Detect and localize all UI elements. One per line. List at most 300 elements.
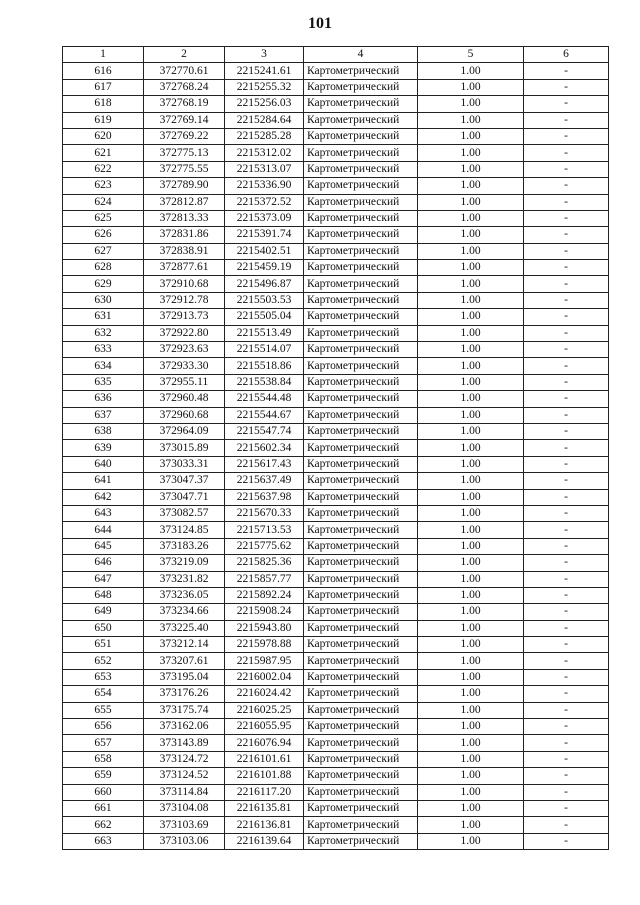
cell-accuracy: 1.00 [418, 473, 524, 489]
cell-note: - [524, 522, 609, 538]
cell-coord-x: 372768.24 [144, 79, 225, 95]
cell-method: Картометрический [304, 243, 418, 259]
cell-coord-y: 2215637.98 [225, 489, 304, 505]
table-row [63, 243, 609, 259]
cell-method: Картометрический [304, 637, 418, 653]
cell-accuracy: 1.00 [418, 358, 524, 374]
cell-accuracy: 1.00 [418, 686, 524, 702]
table-row [63, 768, 609, 784]
cell-coord-y: 2215987.95 [225, 653, 304, 669]
cell-accuracy: 1.00 [418, 719, 524, 735]
table-row [63, 800, 609, 816]
cell-point-number: 647 [63, 571, 144, 587]
cell-method: Картометрический [304, 800, 418, 816]
cell-coord-y: 2216117.20 [225, 784, 304, 800]
cell-coord-y: 2216136.81 [225, 817, 304, 833]
cell-method: Картометрический [304, 538, 418, 554]
table-row [63, 522, 609, 538]
cell-accuracy: 1.00 [418, 391, 524, 407]
cell-note: - [524, 505, 609, 521]
table-row [63, 161, 609, 177]
cell-coord-x: 372923.63 [144, 342, 225, 358]
cell-method: Картометрический [304, 604, 418, 620]
table-row [63, 210, 609, 226]
table-row [63, 358, 609, 374]
table-row [63, 833, 609, 849]
page-number: 101 [308, 15, 332, 32]
cell-coord-x: 373104.08 [144, 800, 225, 816]
table-row [63, 325, 609, 341]
cell-accuracy: 1.00 [418, 112, 524, 128]
cell-note: - [524, 128, 609, 144]
cell-method: Картометрический [304, 735, 418, 751]
cell-coord-x: 372812.87 [144, 194, 225, 210]
table-row [63, 505, 609, 521]
cell-note: - [524, 63, 609, 79]
cell-coord-y: 2215391.74 [225, 227, 304, 243]
cell-method: Картометрический [304, 817, 418, 833]
cell-point-number: 625 [63, 210, 144, 226]
cell-note: - [524, 325, 609, 341]
table-row [63, 653, 609, 669]
cell-accuracy: 1.00 [418, 637, 524, 653]
cell-point-number: 618 [63, 96, 144, 112]
cell-coord-x: 372775.55 [144, 161, 225, 177]
cell-note: - [524, 669, 609, 685]
cell-accuracy: 1.00 [418, 128, 524, 144]
cell-method: Картометрический [304, 505, 418, 521]
cell-coord-y: 2215503.53 [225, 292, 304, 308]
cell-coord-x: 373175.74 [144, 702, 225, 718]
cell-coord-x: 372912.78 [144, 292, 225, 308]
cell-coord-y: 2215602.34 [225, 440, 304, 456]
cell-accuracy: 1.00 [418, 227, 524, 243]
cell-method: Картометрический [304, 555, 418, 571]
table-body [63, 63, 609, 850]
cell-point-number: 661 [63, 800, 144, 816]
cell-coord-x: 373103.69 [144, 817, 225, 833]
cell-coord-y: 2215518.86 [225, 358, 304, 374]
cell-method: Картометрический [304, 456, 418, 472]
cell-method: Картометрический [304, 423, 418, 439]
cell-accuracy: 1.00 [418, 669, 524, 685]
table-row [63, 194, 609, 210]
cell-method: Картометрический [304, 473, 418, 489]
cell-coord-y: 2216101.88 [225, 768, 304, 784]
cell-coord-x: 373183.26 [144, 538, 225, 554]
cell-coord-x: 373225.40 [144, 620, 225, 636]
cell-coord-x: 372838.91 [144, 243, 225, 259]
cell-coord-x: 373143.89 [144, 735, 225, 751]
cell-point-number: 654 [63, 686, 144, 702]
cell-accuracy: 1.00 [418, 79, 524, 95]
cell-coord-y: 2215544.67 [225, 407, 304, 423]
table-row [63, 63, 609, 79]
cell-coord-x: 373162.06 [144, 719, 225, 735]
table-row [63, 620, 609, 636]
cell-note: - [524, 784, 609, 800]
table-header [63, 47, 609, 63]
cell-point-number: 634 [63, 358, 144, 374]
cell-point-number: 656 [63, 719, 144, 735]
cell-point-number: 638 [63, 423, 144, 439]
cell-note: - [524, 260, 609, 276]
cell-coord-y: 2216025.25 [225, 702, 304, 718]
cell-accuracy: 1.00 [418, 423, 524, 439]
cell-point-number: 626 [63, 227, 144, 243]
cell-coord-y: 2215514.07 [225, 342, 304, 358]
table-row [63, 719, 609, 735]
cell-point-number: 628 [63, 260, 144, 276]
cell-accuracy: 1.00 [418, 817, 524, 833]
cell-note: - [524, 210, 609, 226]
cell-note: - [524, 735, 609, 751]
cell-method: Картометрический [304, 686, 418, 702]
cell-accuracy: 1.00 [418, 571, 524, 587]
table-row [63, 79, 609, 95]
cell-point-number: 632 [63, 325, 144, 341]
cell-accuracy: 1.00 [418, 604, 524, 620]
cell-coord-x: 373103.06 [144, 833, 225, 849]
table-row [63, 374, 609, 390]
cell-coord-x: 372960.68 [144, 407, 225, 423]
cell-coord-y: 2215617.43 [225, 456, 304, 472]
cell-accuracy: 1.00 [418, 145, 524, 161]
cell-coord-x: 373114.84 [144, 784, 225, 800]
cell-note: - [524, 456, 609, 472]
table-row [63, 145, 609, 161]
cell-accuracy: 1.00 [418, 784, 524, 800]
cell-note: - [524, 227, 609, 243]
cell-accuracy: 1.00 [418, 309, 524, 325]
cell-coord-y: 2215943.80 [225, 620, 304, 636]
cell-point-number: 635 [63, 374, 144, 390]
cell-coord-y: 2215313.07 [225, 161, 304, 177]
table-row [63, 342, 609, 358]
cell-note: - [524, 342, 609, 358]
cell-method: Картометрический [304, 227, 418, 243]
cell-coord-y: 2215285.28 [225, 128, 304, 144]
cell-note: - [524, 473, 609, 489]
cell-accuracy: 1.00 [418, 768, 524, 784]
cell-coord-y: 2215513.49 [225, 325, 304, 341]
cell-coord-y: 2215256.03 [225, 96, 304, 112]
cell-method: Картометрический [304, 784, 418, 800]
cell-coord-y: 2215713.53 [225, 522, 304, 538]
cell-note: - [524, 719, 609, 735]
cell-point-number: 657 [63, 735, 144, 751]
table-row [63, 456, 609, 472]
cell-method: Картометрический [304, 440, 418, 456]
cell-method: Картометрический [304, 161, 418, 177]
cell-coord-x: 372769.14 [144, 112, 225, 128]
cell-note: - [524, 292, 609, 308]
cell-coord-x: 373124.52 [144, 768, 225, 784]
cell-coord-x: 372960.48 [144, 391, 225, 407]
column-header-3: 3 [225, 47, 304, 63]
cell-coord-x: 373033.31 [144, 456, 225, 472]
cell-point-number: 616 [63, 63, 144, 79]
table-row [63, 227, 609, 243]
cell-note: - [524, 276, 609, 292]
cell-accuracy: 1.00 [418, 178, 524, 194]
table-row [63, 473, 609, 489]
cell-note: - [524, 440, 609, 456]
cell-accuracy: 1.00 [418, 161, 524, 177]
cell-note: - [524, 768, 609, 784]
table-row [63, 260, 609, 276]
cell-method: Картометрический [304, 325, 418, 341]
cell-accuracy: 1.00 [418, 751, 524, 767]
cell-coord-y: 2215496.87 [225, 276, 304, 292]
table-row [63, 571, 609, 587]
table-row [63, 751, 609, 767]
cell-coord-x: 373207.61 [144, 653, 225, 669]
column-header-4: 4 [304, 47, 418, 63]
column-header-1: 1 [63, 47, 144, 63]
cell-method: Картометрический [304, 309, 418, 325]
cell-note: - [524, 161, 609, 177]
cell-coord-y: 2215505.04 [225, 309, 304, 325]
cell-coord-y: 2215402.51 [225, 243, 304, 259]
cell-coord-y: 2215637.49 [225, 473, 304, 489]
cell-method: Картометрический [304, 768, 418, 784]
cell-method: Картометрический [304, 571, 418, 587]
table-row [63, 587, 609, 603]
cell-coord-y: 2216135.81 [225, 800, 304, 816]
cell-accuracy: 1.00 [418, 522, 524, 538]
cell-note: - [524, 817, 609, 833]
cell-point-number: 617 [63, 79, 144, 95]
cell-method: Картометрический [304, 374, 418, 390]
cell-point-number: 642 [63, 489, 144, 505]
cell-coord-y: 2215908.24 [225, 604, 304, 620]
cell-coord-x: 373047.37 [144, 473, 225, 489]
cell-point-number: 627 [63, 243, 144, 259]
cell-method: Картометрический [304, 292, 418, 308]
coordinates-table [62, 46, 609, 850]
cell-coord-x: 373195.04 [144, 669, 225, 685]
cell-point-number: 640 [63, 456, 144, 472]
cell-coord-x: 372910.68 [144, 276, 225, 292]
cell-note: - [524, 145, 609, 161]
cell-method: Картометрический [304, 391, 418, 407]
cell-accuracy: 1.00 [418, 653, 524, 669]
table-row [63, 538, 609, 554]
table-row [63, 96, 609, 112]
cell-note: - [524, 587, 609, 603]
cell-note: - [524, 309, 609, 325]
cell-coord-y: 2215312.02 [225, 145, 304, 161]
cell-point-number: 624 [63, 194, 144, 210]
cell-coord-y: 2215544.48 [225, 391, 304, 407]
cell-coord-x: 372775.13 [144, 145, 225, 161]
column-header-5: 5 [418, 47, 524, 63]
column-header-2: 2 [144, 47, 225, 63]
cell-coord-y: 2215459.19 [225, 260, 304, 276]
cell-note: - [524, 194, 609, 210]
cell-coord-y: 2215978.88 [225, 637, 304, 653]
cell-note: - [524, 555, 609, 571]
cell-method: Картометрический [304, 587, 418, 603]
cell-accuracy: 1.00 [418, 456, 524, 472]
cell-point-number: 644 [63, 522, 144, 538]
cell-point-number: 631 [63, 309, 144, 325]
cell-point-number: 651 [63, 637, 144, 653]
table-row [63, 604, 609, 620]
cell-method: Картометрический [304, 276, 418, 292]
cell-accuracy: 1.00 [418, 702, 524, 718]
table-row [63, 276, 609, 292]
cell-accuracy: 1.00 [418, 325, 524, 341]
cell-method: Картометрический [304, 260, 418, 276]
cell-coord-x: 372933.30 [144, 358, 225, 374]
cell-note: - [524, 571, 609, 587]
cell-coord-x: 372831.86 [144, 227, 225, 243]
cell-accuracy: 1.00 [418, 620, 524, 636]
table-row [63, 702, 609, 718]
cell-method: Картометрический [304, 702, 418, 718]
table-row [63, 178, 609, 194]
cell-point-number: 658 [63, 751, 144, 767]
cell-coord-x: 372955.11 [144, 374, 225, 390]
cell-method: Картометрический [304, 669, 418, 685]
cell-note: - [524, 407, 609, 423]
cell-method: Картометрический [304, 96, 418, 112]
cell-note: - [524, 96, 609, 112]
table-row [63, 407, 609, 423]
cell-accuracy: 1.00 [418, 194, 524, 210]
cell-point-number: 655 [63, 702, 144, 718]
table-row [63, 112, 609, 128]
cell-coord-y: 2215373.09 [225, 210, 304, 226]
cell-note: - [524, 637, 609, 653]
cell-method: Картометрический [304, 407, 418, 423]
cell-point-number: 636 [63, 391, 144, 407]
cell-coord-x: 373124.85 [144, 522, 225, 538]
table-row [63, 735, 609, 751]
cell-note: - [524, 423, 609, 439]
cell-coord-y: 2215892.24 [225, 587, 304, 603]
cell-point-number: 663 [63, 833, 144, 849]
cell-method: Картометрический [304, 653, 418, 669]
cell-coord-x: 372813.33 [144, 210, 225, 226]
cell-accuracy: 1.00 [418, 587, 524, 603]
cell-note: - [524, 620, 609, 636]
cell-coord-x: 373219.09 [144, 555, 225, 571]
cell-method: Картометрический [304, 751, 418, 767]
cell-point-number: 620 [63, 128, 144, 144]
cell-note: - [524, 604, 609, 620]
cell-note: - [524, 686, 609, 702]
cell-coord-x: 372768.19 [144, 96, 225, 112]
cell-coord-x: 373231.82 [144, 571, 225, 587]
cell-method: Картометрический [304, 620, 418, 636]
cell-note: - [524, 538, 609, 554]
cell-accuracy: 1.00 [418, 292, 524, 308]
table-row [63, 489, 609, 505]
cell-point-number: 619 [63, 112, 144, 128]
cell-coord-x: 373212.14 [144, 637, 225, 653]
cell-method: Картометрический [304, 194, 418, 210]
cell-accuracy: 1.00 [418, 342, 524, 358]
cell-point-number: 659 [63, 768, 144, 784]
cell-method: Картометрический [304, 210, 418, 226]
cell-point-number: 633 [63, 342, 144, 358]
cell-coord-y: 2215284.64 [225, 112, 304, 128]
cell-note: - [524, 833, 609, 849]
cell-coord-x: 372913.73 [144, 309, 225, 325]
cell-point-number: 622 [63, 161, 144, 177]
cell-accuracy: 1.00 [418, 243, 524, 259]
cell-method: Картометрический [304, 178, 418, 194]
table-row [63, 784, 609, 800]
header-row [63, 47, 609, 63]
cell-coord-x: 373124.72 [144, 751, 225, 767]
cell-coord-y: 2215670.33 [225, 505, 304, 521]
cell-point-number: 646 [63, 555, 144, 571]
cell-coord-y: 2215775.62 [225, 538, 304, 554]
cell-coord-y: 2215336.90 [225, 178, 304, 194]
cell-coord-y: 2216024.42 [225, 686, 304, 702]
cell-coord-y: 2215255.32 [225, 79, 304, 95]
cell-point-number: 645 [63, 538, 144, 554]
cell-coord-x: 373047.71 [144, 489, 225, 505]
cell-method: Картометрический [304, 719, 418, 735]
cell-accuracy: 1.00 [418, 555, 524, 571]
cell-coord-y: 2215825.36 [225, 555, 304, 571]
cell-coord-y: 2215547.74 [225, 423, 304, 439]
cell-point-number: 621 [63, 145, 144, 161]
cell-point-number: 653 [63, 669, 144, 685]
cell-note: - [524, 653, 609, 669]
cell-note: - [524, 489, 609, 505]
cell-coord-y: 2216139.64 [225, 833, 304, 849]
cell-note: - [524, 178, 609, 194]
table-row [63, 391, 609, 407]
cell-point-number: 652 [63, 653, 144, 669]
cell-coord-y: 2215538.84 [225, 374, 304, 390]
cell-accuracy: 1.00 [418, 833, 524, 849]
cell-method: Картометрический [304, 342, 418, 358]
cell-method: Картометрический [304, 79, 418, 95]
cell-point-number: 650 [63, 620, 144, 636]
table-row [63, 292, 609, 308]
table-row [63, 817, 609, 833]
cell-coord-x: 373176.26 [144, 686, 225, 702]
cell-method: Картометрический [304, 112, 418, 128]
table-row [63, 669, 609, 685]
cell-accuracy: 1.00 [418, 505, 524, 521]
cell-point-number: 641 [63, 473, 144, 489]
cell-method: Картометрический [304, 63, 418, 79]
cell-accuracy: 1.00 [418, 210, 524, 226]
cell-note: - [524, 79, 609, 95]
column-header-6: 6 [524, 47, 609, 63]
cell-method: Картометрический [304, 522, 418, 538]
cell-accuracy: 1.00 [418, 96, 524, 112]
cell-coord-x: 372769.22 [144, 128, 225, 144]
cell-accuracy: 1.00 [418, 800, 524, 816]
table-row [63, 686, 609, 702]
cell-point-number: 662 [63, 817, 144, 833]
cell-accuracy: 1.00 [418, 260, 524, 276]
table-row [63, 423, 609, 439]
cell-method: Картометрический [304, 128, 418, 144]
cell-point-number: 629 [63, 276, 144, 292]
cell-method: Картометрический [304, 358, 418, 374]
table-row [63, 440, 609, 456]
